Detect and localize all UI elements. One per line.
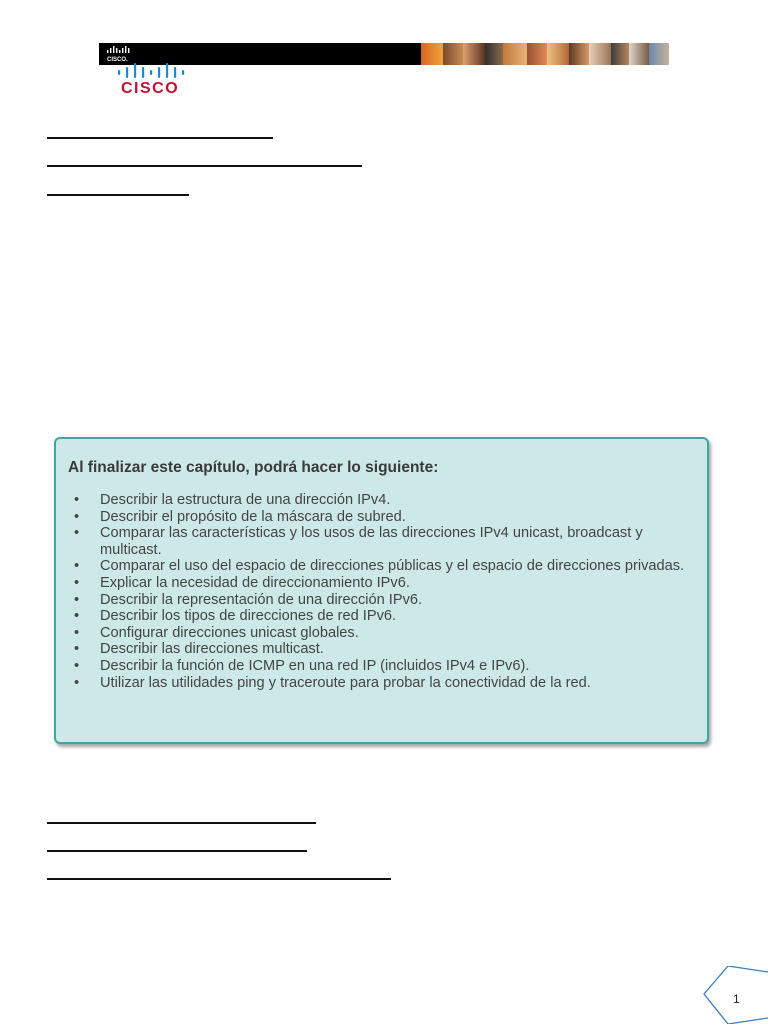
- objectives-list: [68, 492, 695, 691]
- objectives-title: Al finalizar este capítulo, podrá hacer lo siguiente:: [68, 459, 439, 476]
- heading-line-6: [47, 878, 391, 880]
- list-item-text: Describir los tipos de direcciones de red IPv6.: [100, 608, 397, 625]
- bullet: •: [74, 558, 80, 575]
- list-item-text: Utilizar las utilidades ping y traceroute para probar la conectividad de la red.: [100, 674, 591, 691]
- heading-line-4: [47, 822, 316, 824]
- list-item: [68, 575, 695, 592]
- bullet: •: [74, 624, 80, 641]
- list-item: [68, 658, 695, 675]
- list-item: [68, 509, 695, 526]
- cisco-mini-logo-icon: [105, 45, 133, 63]
- list-item-text: Describir la estructura de una dirección IPv4.: [100, 492, 391, 508]
- cisco-wordmark: CISCO: [121, 80, 180, 97]
- heading-line-3: [47, 194, 189, 196]
- heading-line-2: [47, 165, 362, 167]
- list-item: [68, 641, 695, 658]
- list-item: [68, 525, 695, 558]
- banner-photo-strip: [421, 43, 669, 65]
- bullet: •: [74, 641, 80, 658]
- list-item: [68, 592, 695, 609]
- list-item-text: Configurar direcciones unicast globales.: [100, 624, 359, 641]
- bullet: •: [74, 608, 80, 625]
- bullet: •: [74, 591, 80, 608]
- list-item: [68, 675, 695, 692]
- objectives-box: [54, 437, 709, 744]
- list-item: [68, 608, 695, 625]
- heading-line-1: [47, 137, 273, 139]
- list-item-text: Comparar el uso del espacio de direcciones públicas y el espacio de direcciones privadas.: [100, 558, 685, 575]
- list-item: [68, 625, 695, 642]
- bullet: •: [74, 492, 80, 508]
- list-item-text: Comparar las características y los usos de las direcciones IPv4 unicast, broadcast y multicast.: [100, 525, 643, 558]
- bullet: •: [74, 508, 80, 525]
- list-item: [68, 558, 695, 575]
- list-item: [68, 492, 695, 509]
- bullet: •: [74, 657, 80, 674]
- list-item-text: Describir la función de ICMP en una red IP (incluidos IPv4 e IPv6).: [100, 657, 530, 674]
- list-item-text: Describir las direcciones multicast.: [100, 641, 324, 658]
- list-item-text: Describir la representación de una dirección IPv6.: [100, 591, 423, 608]
- heading-line-5: [47, 850, 307, 852]
- banner-mini-brand: CISCO.: [107, 57, 128, 63]
- bullet: •: [74, 574, 80, 591]
- list-item-text: Describir el propósito de la máscara de subred.: [100, 508, 406, 525]
- bullet: •: [74, 525, 80, 542]
- page-number: 1: [733, 992, 740, 1006]
- bullet: •: [74, 674, 80, 691]
- list-item-text: Explicar la necesidad de direccionamiento IPv6.: [100, 574, 410, 591]
